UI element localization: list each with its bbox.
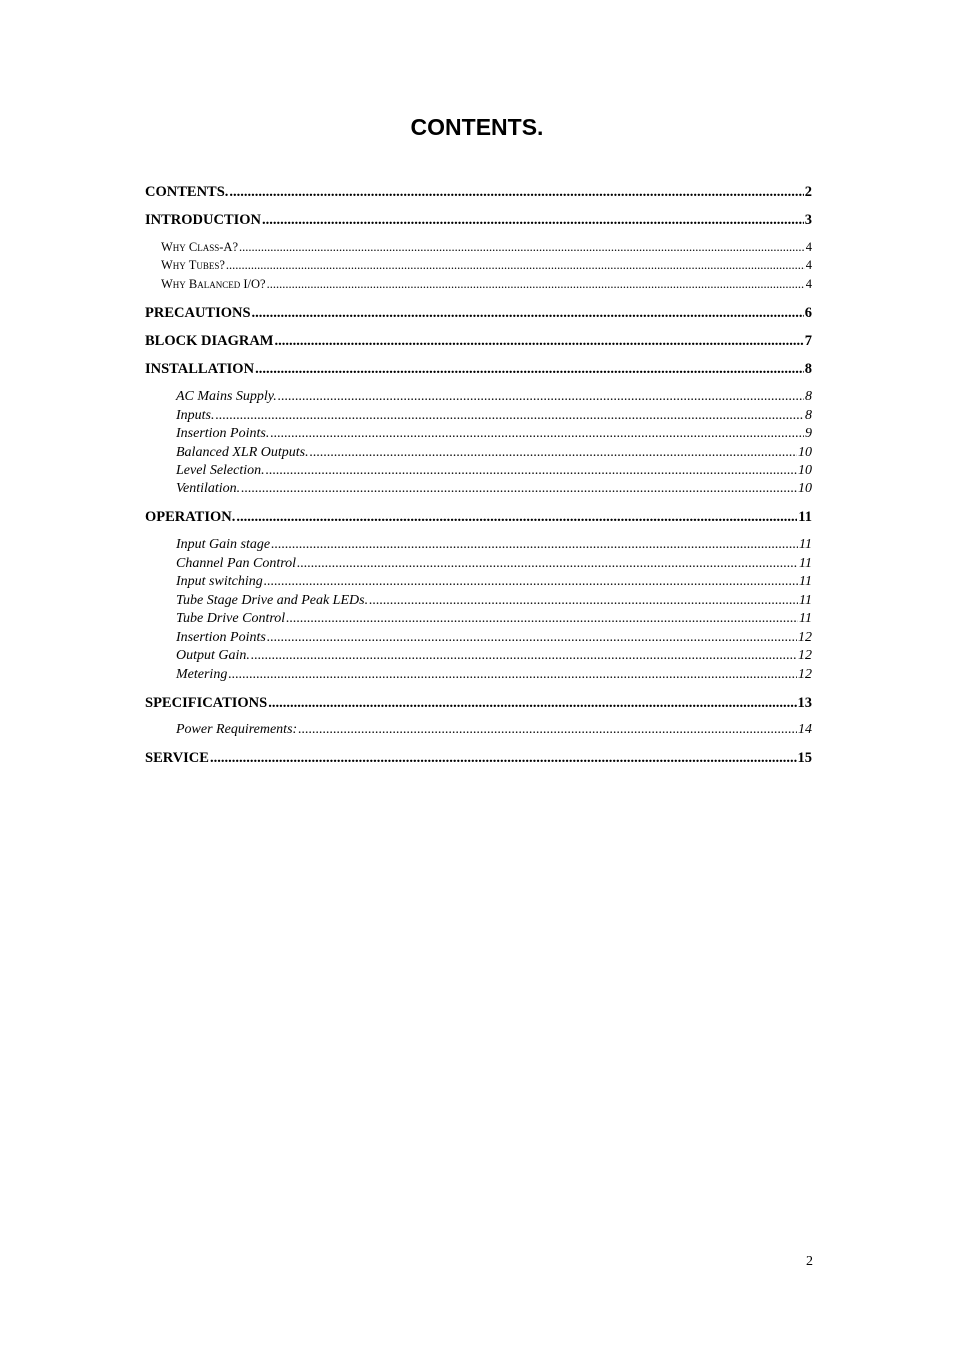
toc-leader (255, 362, 804, 377)
toc-entry-title: PRECAUTIONS (145, 305, 251, 321)
toc-entry-title: Tube Stage Drive and Peak LEDs. (176, 593, 369, 608)
toc-leader (228, 668, 797, 682)
toc-entry-title: OPERATION. (145, 509, 236, 525)
toc-entry-page: 10 (798, 481, 812, 496)
toc-leader (251, 649, 797, 663)
toc-entry-title: Channel Pan Control (176, 556, 297, 571)
toc-entry-output-gain[interactable] (176, 649, 812, 663)
toc-entry-page: 9 (805, 426, 812, 441)
toc-leader (241, 482, 797, 496)
toc-entry-title: Power Requirements: (176, 722, 298, 737)
page-title: CONTENTS. (410, 114, 544, 140)
toc-entry-title: Ventilation. (176, 481, 241, 496)
toc-entry-block-diagram[interactable] (145, 334, 812, 349)
toc-entry-title: Level Selection. (176, 463, 265, 478)
toc-entry-title: Metering (176, 667, 228, 682)
toc-entry-why-class-a[interactable] (161, 241, 812, 254)
toc-entry-contents[interactable] (145, 185, 812, 200)
toc-entry-page: 10 (798, 445, 812, 460)
toc-entry-power-requirements[interactable] (176, 723, 812, 737)
toc-entry-page: 4 (805, 277, 812, 291)
page-number: 2 (806, 1254, 813, 1269)
toc-entry-title: Balanced XLR Outputs. (176, 445, 309, 460)
toc-entry-page: 7 (804, 333, 812, 349)
toc-leader (286, 612, 798, 626)
toc-entry-title: SPECIFICATIONS (145, 695, 268, 711)
toc-entry-title: Tube Drive Control (176, 611, 286, 626)
toc-leader (267, 631, 797, 645)
toc-entry-title: Input switching (176, 574, 263, 589)
toc-entry-installation[interactable] (145, 362, 812, 377)
toc-entry-why-balanced-io[interactable] (161, 278, 812, 291)
toc-entry-page: 6 (804, 305, 812, 321)
toc-entry-precautions[interactable] (145, 306, 812, 321)
toc-entry-operation[interactable] (145, 510, 812, 525)
toc-leader (252, 306, 804, 321)
toc-entry-title: Inputs. (176, 408, 215, 423)
toc-entry-title: Why Class-A? (161, 240, 239, 254)
toc-entry-ac-mains-supply[interactable] (176, 390, 812, 404)
toc-entry-page: 11 (799, 556, 812, 571)
toc-leader (264, 575, 798, 589)
toc-entry-title: Why Balanced I/O? (161, 277, 266, 291)
toc-entry-page: 12 (798, 667, 812, 682)
toc-leader (216, 409, 805, 423)
toc-entry-introduction[interactable] (145, 213, 812, 228)
toc-entry-title: BLOCK DIAGRAM (145, 333, 274, 349)
toc-entry-page: 8 (804, 361, 812, 377)
toc-entry-metering[interactable] (176, 668, 812, 682)
toc-entry-title: Insertion Points (176, 630, 266, 645)
toc-entry-page: 14 (798, 722, 812, 737)
toc-entry-page: 4 (805, 258, 812, 272)
toc-entry-input-switching[interactable] (176, 575, 812, 589)
toc-leader (297, 557, 798, 571)
toc-entry-title: AC Mains Supply. (176, 389, 277, 404)
toc-entry-page: 10 (798, 463, 812, 478)
toc-entry-tube-drive-control[interactable] (176, 612, 812, 626)
toc-leader (210, 751, 797, 766)
toc-entry-page: 12 (798, 648, 812, 663)
toc-entry-page: 8 (805, 389, 812, 404)
toc-entry-service[interactable] (145, 751, 812, 766)
toc-entry-input-gain-stage[interactable] (176, 538, 812, 552)
toc-entry-insertion-points[interactable] (176, 427, 812, 441)
toc-leader (226, 259, 805, 272)
toc-entry-title: CONTENTS. (145, 184, 229, 200)
toc-leader (266, 464, 797, 478)
toc-entry-page: 11 (798, 509, 812, 525)
toc-entry-title: SERVICE (145, 750, 209, 766)
toc-leader (236, 510, 797, 525)
toc-leader (268, 696, 796, 711)
toc-entry-page: 3 (804, 212, 812, 228)
toc-entry-title: Input Gain stage (176, 537, 271, 552)
toc-entry-page: 4 (805, 240, 812, 254)
toc-entry-page: 12 (798, 630, 812, 645)
toc-leader (310, 446, 797, 460)
toc-entry-page: 13 (797, 695, 812, 711)
toc-entry-balanced-xlr-outputs[interactable] (176, 446, 812, 460)
toc-entry-page: 8 (805, 408, 812, 423)
toc-entry-inputs[interactable] (176, 409, 812, 423)
toc-leader (262, 213, 804, 228)
toc-leader (270, 427, 804, 441)
toc-entry-page: 11 (799, 574, 812, 589)
toc-entry-channel-pan-control[interactable] (176, 557, 812, 571)
toc-entry-specifications[interactable] (145, 696, 812, 711)
toc-leader (271, 538, 798, 552)
toc-entry-title: Insertion Points. (176, 426, 270, 441)
toc-entry-insertion-points-2[interactable] (176, 631, 812, 645)
toc-entry-page: 11 (799, 611, 812, 626)
toc-entry-page: 15 (797, 750, 812, 766)
toc-entry-page: 11 (799, 537, 812, 552)
toc-entry-title: INTRODUCTION (145, 212, 262, 228)
toc-entry-tube-stage-drive[interactable] (176, 594, 812, 608)
toc-entry-title: INSTALLATION (145, 361, 255, 377)
toc-leader (229, 185, 803, 200)
toc-entry-why-tubes[interactable] (161, 259, 812, 272)
toc-leader (239, 241, 805, 254)
toc-entry-level-selection[interactable] (176, 464, 812, 478)
toc-entry-ventilation[interactable] (176, 482, 812, 496)
toc-entry-page: 11 (799, 593, 812, 608)
toc-entry-title: Why Tubes? (161, 258, 225, 272)
toc-leader (275, 334, 804, 349)
toc-entry-page: 2 (804, 184, 812, 200)
toc-entry-title: Output Gain. (176, 648, 250, 663)
toc-leader (298, 723, 797, 737)
toc-leader (278, 390, 804, 404)
toc-leader (369, 594, 798, 608)
toc-leader (267, 278, 805, 291)
